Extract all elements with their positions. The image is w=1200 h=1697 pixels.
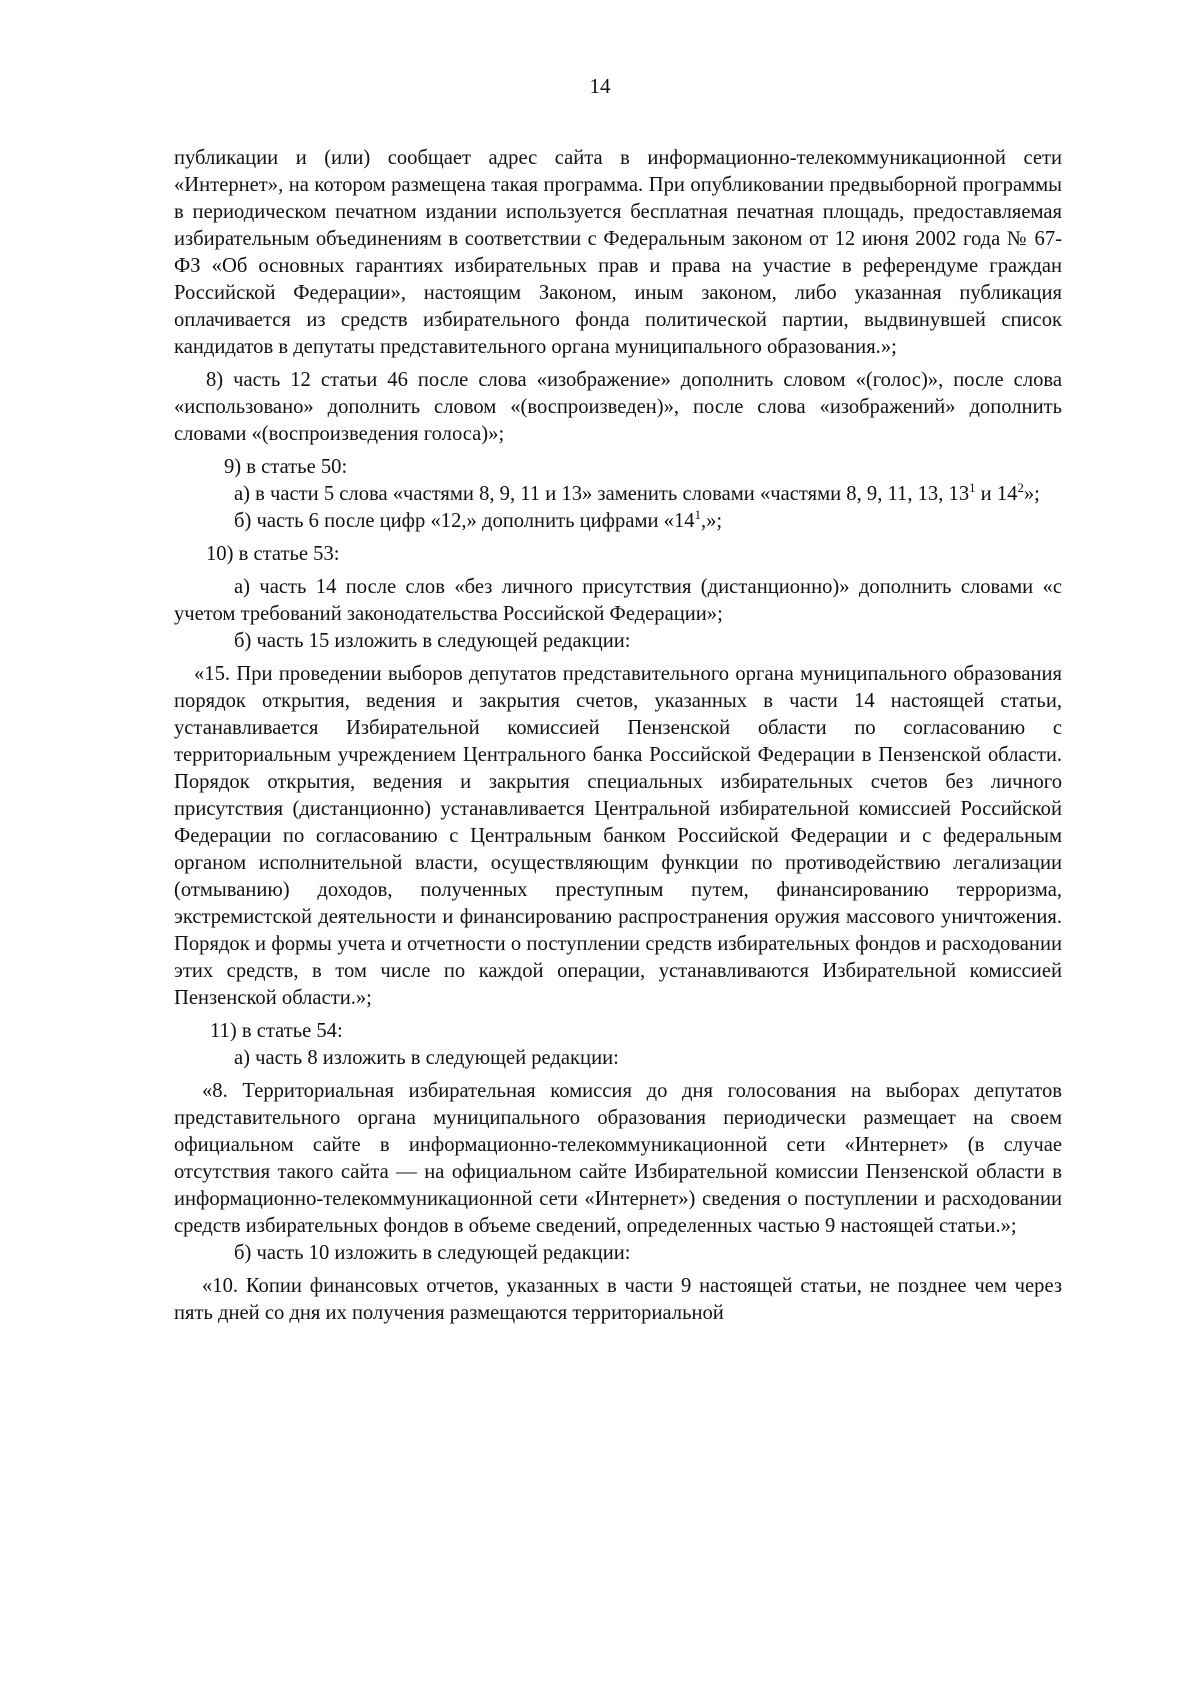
paragraph-part-8: «8. Территориальная избирательная комиссия до дня голосования на выборах депутатов представительного органа муниципального образования периодически размещает на своем официальном сайте в информационно-телекоммуникационной сети «Интернет» (в случае отсутствия такого сайта — на официальном сайте Избирательной комиссии Пензенской области в информационно-телекоммуникационной сети «Интернет») сведения о поступлении и расходовании средств избирательных фондов в объеме сведений, определенных частью 9 настоящей статьи.»; [174, 1080, 1062, 1237]
paragraph-item-8: 8) часть 12 статьи 46 после слова «изображение» дополнить словом «(голос)», после слова «использовано» дополнить словом «(воспроизведен)», после слова «изображений» дополнить словами «(воспроизведения голоса)»; [174, 369, 1062, 445]
paragraph-part-10: «10. Копии финансовых отчетов, указанных в части 9 настоящей статьи, не позднее чем через пять дней со дня их получения размещаются территориальной [174, 1275, 1062, 1324]
paragraph-item-9: 9) в статье 50: [224, 456, 348, 478]
paragraph-program-publication: публикации и (или) сообщает адрес сайта в информационно-телекоммуникационной сети «Интернет», на котором размещена такая программа. При опубликовании предвыборной программы в периодическом печатном издании используется бесплатная печатная площадь, предоставляемая избирательным объединениям в соответствии с Федеральным законом от 12 июня 2002 года № 67-ФЗ «Об основных гарантиях избирательных прав и права на участие в референдуме граждан Российской Федерации», настоящим Законом, иным законом, либо указанная публикация оплачивается из средств избирательного фонда политической партии, выдвинувшей список кандидатов в депутаты представительного органа муниципального образования.»; [174, 147, 1062, 358]
item-9a-text: а) в части 5 слова «частями 8, 9, 11 и 13» заменить словами «частями 8, 9, 11, 13, 13 [234, 483, 970, 505]
item-9b-text: б) часть 6 после цифр «12,» дополнить цифрами «14 [234, 510, 695, 532]
paragraph-item-10b: б) часть 15 изложить в следующей редакции: [234, 630, 631, 652]
item-9a-text-2: и 14 [975, 483, 1018, 505]
paragraph-part-15: «15. При проведении выборов депутатов представительного органа муниципального образования порядок открытия, ведения и закрытия счетов, указанных в части 14 настоящей статьи, устанавливается Избирательной комиссией Пензенской области по согласованию с территориальным учреждением Центрального банка Российской Федерации в Пензенской области. Порядок открытия, ведения и закрытия специальных избирательных счетов без личного присутствия (дистанционно) устанавливается Центральной избирательной комиссией Российской Федерации по согласованию с Центральным банком Российской Федерации и с федеральным органом исполнительной власти, осуществляющим функции по противодействию легализации (отмыванию) доходов, полученных преступным путем, финансированию терроризма, экстремистской деятельности и финансированию распространения оружия массового уничтожения. Порядок и формы учета и отчетности о поступлении средств избирательных фондов и расходовании этих средств, в том числе по каждой операции, устанавливаются Избирательной комиссией Пензенской области.»; [174, 663, 1062, 1009]
item-9a-text-3: »; [1023, 483, 1040, 505]
item-9a-superscript-2: 2 [1017, 481, 1024, 496]
paragraph-item-9a [174, 481, 1062, 508]
item-9a-superscript-1: 1 [969, 481, 976, 496]
document-body [174, 145, 1062, 1327]
paragraph-item-11b: б) часть 10 изложить в следующей редакции: [234, 1242, 631, 1264]
paragraph-item-9b [174, 508, 1062, 535]
page-number: 14 [589, 74, 611, 98]
paragraph-item-11: 11) в статье 54: [210, 1020, 343, 1042]
item-9b-text-2: ,»; [700, 510, 723, 532]
paragraph-item-10a: а) часть 14 после слов «без личного присутствия (дистанционно)» дополнить словами «с учетом требований законодательства Российской Федерации»; [174, 576, 1062, 625]
paragraph-item-11a: а) часть 8 изложить в следующей редакции: [234, 1047, 619, 1069]
paragraph-item-10: 10) в статье 53: [206, 543, 340, 565]
item-9b-superscript: 1 [694, 508, 701, 523]
